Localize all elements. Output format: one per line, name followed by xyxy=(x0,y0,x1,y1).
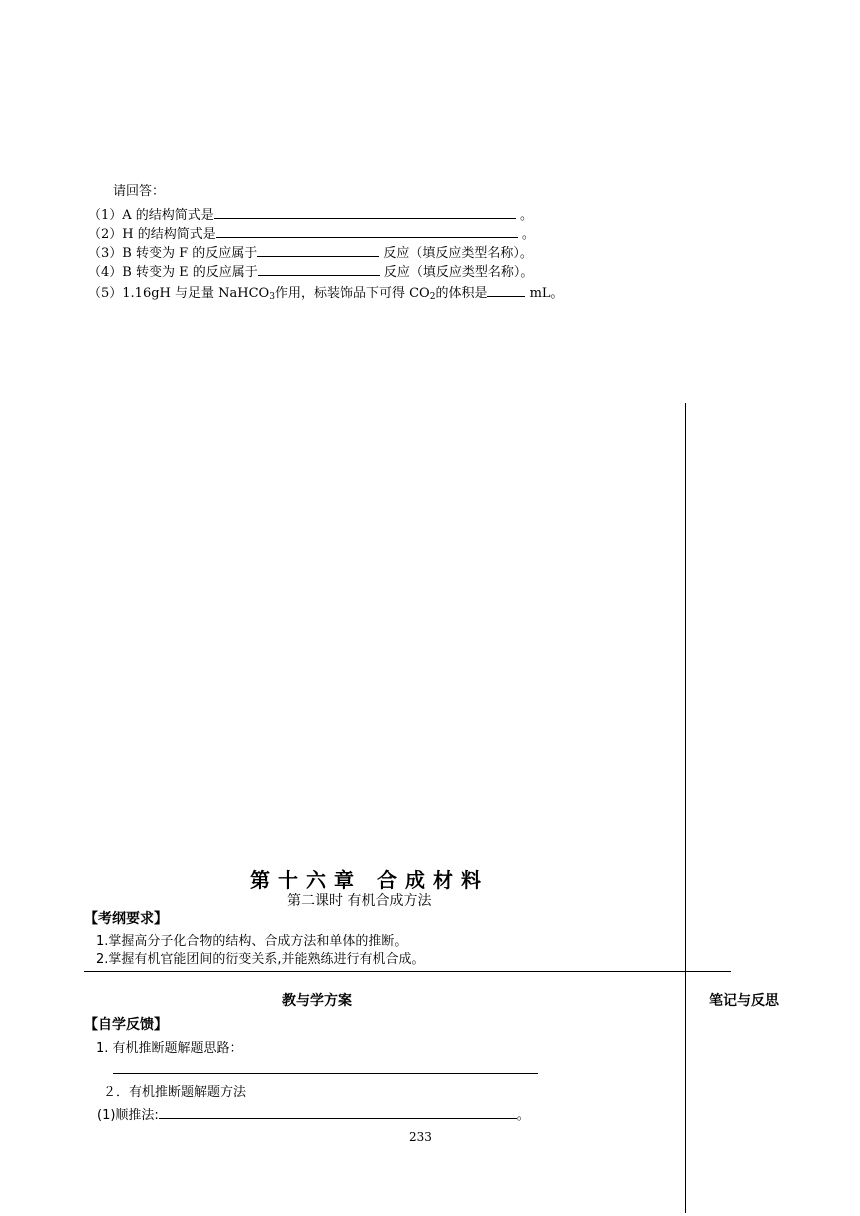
feedback-heading: 【自学反馈】 xyxy=(84,1017,168,1033)
lesson-subtitle: 第二课时 有机合成方法 xyxy=(287,893,432,909)
question-1-suffix: 。 xyxy=(519,208,533,223)
question-5 xyxy=(88,284,564,306)
question-2-suffix: 。 xyxy=(521,227,535,242)
page-number: 233 xyxy=(409,1130,432,1144)
question-3-prefix: （3）B 转变为 F 的反应属于 xyxy=(88,246,258,261)
outline-item-1: 1.掌握高分子化合物的结构、合成方法和单体的推断。 xyxy=(96,934,408,949)
question-4 xyxy=(88,263,533,282)
feedback-item-1: 1. 有机推断题解题思路： xyxy=(96,1041,243,1056)
question-5-part1: （5）1.16gH 与足量 NaHCO xyxy=(88,286,270,301)
horizontal-divider xyxy=(84,971,731,972)
feedback-item-3 xyxy=(97,1104,530,1123)
notes-column-header: 笔记与反思 xyxy=(709,993,779,1009)
question-5-part2: 作用，标装饰品下可得 CO xyxy=(274,286,430,301)
outline-item-2: 2.掌握有机官能团间的衍变关系,并能熟练进行有机合成。 xyxy=(96,952,425,967)
question-4-prefix: （4）B 转变为 E 的反应属于 xyxy=(88,265,258,280)
question-5-part3: 的体积是 xyxy=(435,286,488,301)
answer-blank-5[interactable] xyxy=(487,284,525,297)
question-2-prefix: （2）H 的结构简式是 xyxy=(88,227,216,242)
question-2 xyxy=(88,225,535,244)
question-4-suffix: 反应（填反应类型名称）。 xyxy=(383,265,534,280)
subscript-3: 3 xyxy=(269,292,275,302)
outline-heading: 【考纲要求】 xyxy=(84,911,168,927)
intro-text: 请回答： xyxy=(113,184,166,199)
question-1-prefix: （1）A 的结构简式是 xyxy=(88,208,214,223)
question-1 xyxy=(88,206,533,225)
question-3-suffix: 反应（填反应类型名称）。 xyxy=(383,246,533,261)
feedback-item-2: ２．有机推断题解题方法 xyxy=(103,1085,247,1100)
chapter-title: 第十六章 合成材料 xyxy=(250,868,489,892)
answer-blank-2[interactable] xyxy=(216,225,518,238)
answer-blank-1[interactable] xyxy=(214,206,516,219)
main-column-header: 教与学方案 xyxy=(282,993,352,1009)
vertical-divider xyxy=(685,403,686,1213)
feedback-item-3-prefix: (1)顺推法: xyxy=(97,1108,159,1123)
question-3 xyxy=(88,244,533,263)
answer-blank-3[interactable] xyxy=(257,244,379,257)
answer-line-1[interactable] xyxy=(113,1072,538,1074)
answer-blank-6[interactable] xyxy=(159,1106,517,1119)
question-5-suffix: mL。 xyxy=(529,286,564,301)
subscript-2: 2 xyxy=(429,292,436,302)
feedback-item-3-suffix: 。 xyxy=(516,1108,530,1123)
answer-blank-4[interactable] xyxy=(258,263,380,276)
